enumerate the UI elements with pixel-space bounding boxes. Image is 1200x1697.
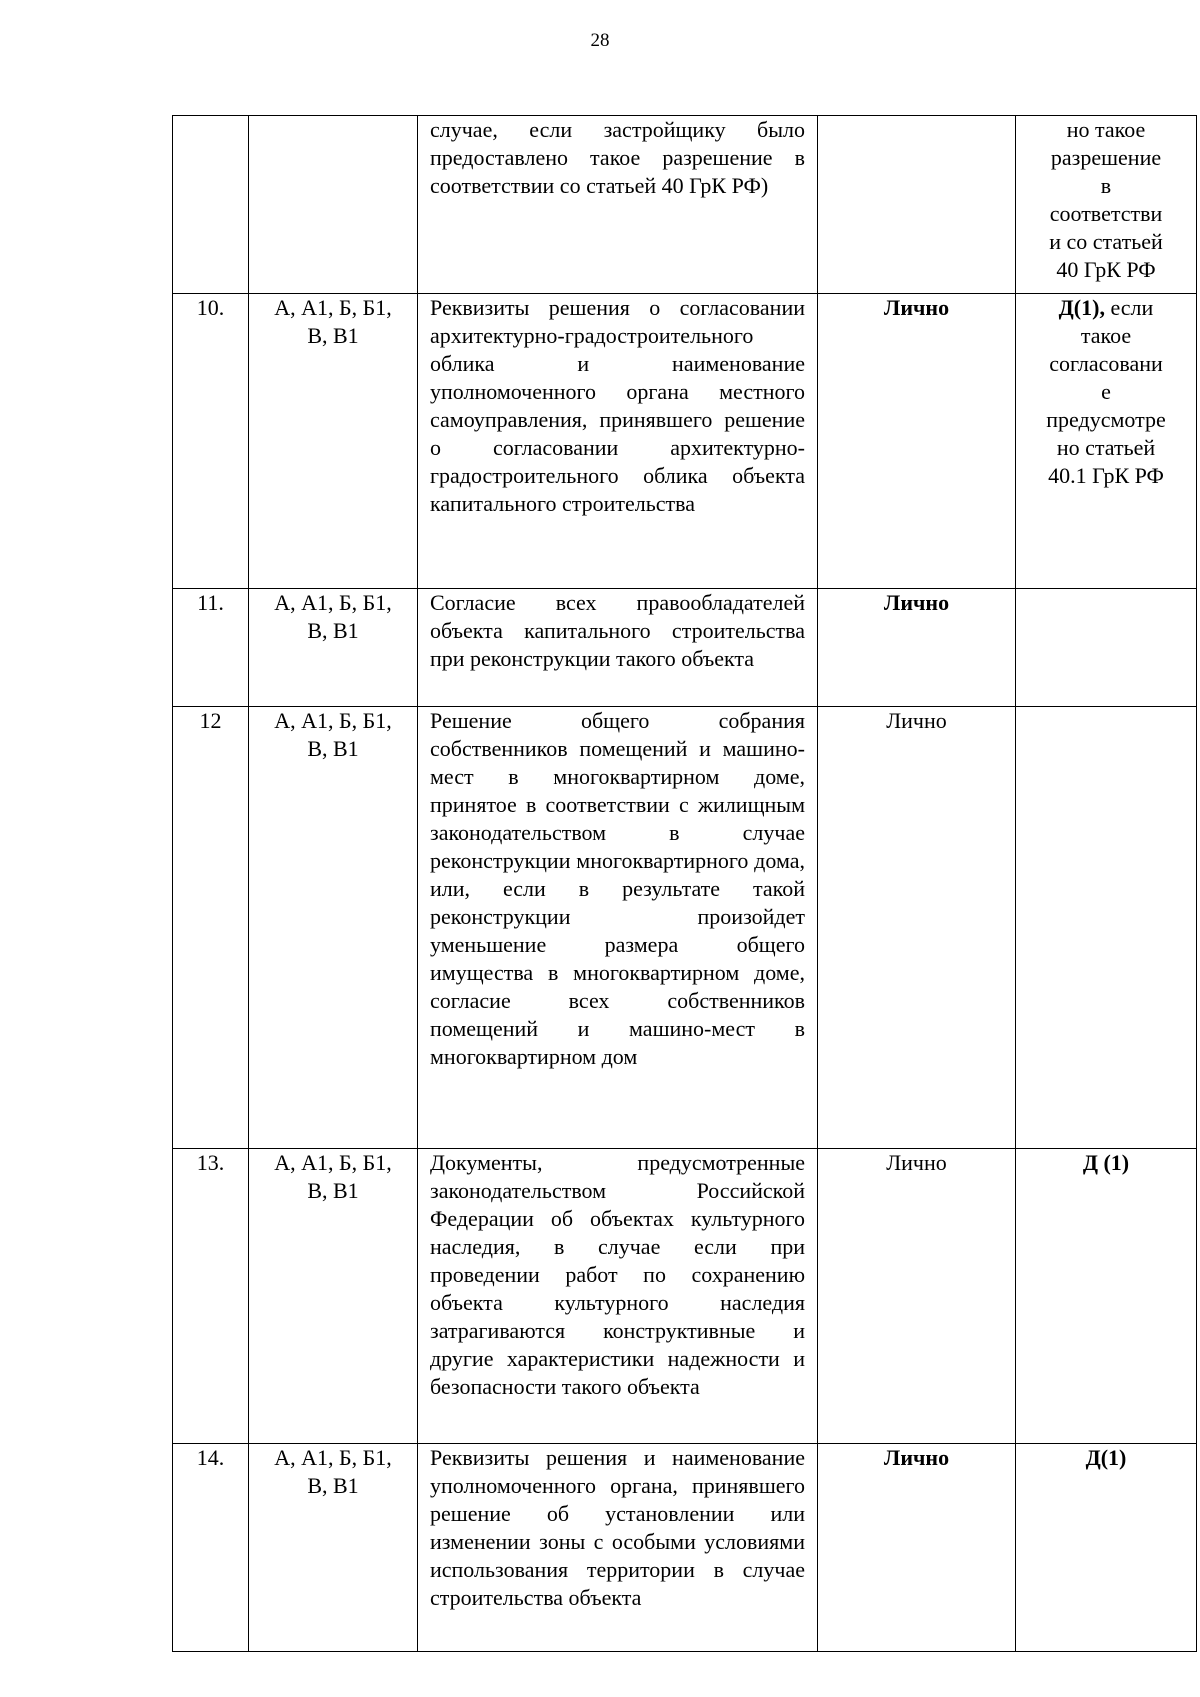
table-row (173, 589, 1197, 707)
documents-table (172, 115, 1197, 1652)
submission-method-cell: Лично (818, 294, 1016, 589)
note-cell: Д(1) (1016, 1444, 1197, 1652)
description-cell: Реквизиты решения о согласовании архитектурно-градостроительного облика и наименование уполномоченного органа местного самоуправления, принявшего решение о согласовании архитектурно-градостроительного облика объекта капитального строительства (418, 294, 818, 589)
description-cell: Согласие всех правообладателей объекта капитального строительства при реконструкции такого объекта (418, 589, 818, 707)
categories-cell: А, А1, Б, Б1, В, В1 (249, 1444, 418, 1652)
note-cell: Д (1) (1016, 1149, 1197, 1444)
description-cell: Документы, предусмотренные законодательством Российской Федерации об объектах культурного наследия, в случае если при проведении работ по сохранению объекта культурного наследия затрагиваются конструктивные и другие характеристики надежности и безопасности такого объекта (418, 1149, 818, 1444)
table-row (173, 1444, 1197, 1652)
categories-cell: А, А1, Б, Б1, В, В1 (249, 1149, 418, 1444)
row-number-cell: 10. (173, 294, 249, 589)
row-number-cell: 14. (173, 1444, 249, 1652)
submission-method-cell: Лично (818, 1444, 1016, 1652)
table-row (173, 116, 1197, 294)
table-row (173, 294, 1197, 589)
submission-method-cell: Лично (818, 707, 1016, 1149)
note-cell (1016, 589, 1197, 707)
note-cell: но такое разрешение в соответстви и со статьей 40 ГрК РФ (1016, 116, 1197, 294)
row-number-cell (173, 116, 249, 294)
description-cell: Решение общего собрания собственников помещений и машино-мест в многоквартирном доме, принятое в соответствии с жилищным законодательством в случае реконструкции многоквартирного дома, или, если в результате такой реконструкции произойдет уменьшение размера общего имущества в многоквартирном доме, согласие всех собственников помещений и машино-мест в многоквартирном дом (418, 707, 818, 1149)
categories-cell (249, 116, 418, 294)
note-cell (1016, 707, 1197, 1149)
row-number-cell: 11. (173, 589, 249, 707)
description-cell: Реквизиты решения и наименование уполномоченного органа, принявшего решение об установлении или изменении зоны с особыми условиями использования территории в случае строительства объекта (418, 1444, 818, 1652)
row-number-cell: 12 (173, 707, 249, 1149)
categories-cell: А, А1, Б, Б1, В, В1 (249, 707, 418, 1149)
page-number: 28 (590, 30, 610, 51)
categories-cell: А, А1, Б, Б1, В, В1 (249, 294, 418, 589)
submission-method-cell: Лично (818, 589, 1016, 707)
note-bold-part: Д(1), (1058, 295, 1105, 320)
submission-method-cell: Лично (818, 1149, 1016, 1444)
submission-method-cell (818, 116, 1016, 294)
row-number-cell: 13. (173, 1149, 249, 1444)
categories-cell: А, А1, Б, Б1, В, В1 (249, 589, 418, 707)
description-cell: случае, если застройщику было предоставлено такое разрешение в соответствии со статьей 40 ГрК РФ) (418, 116, 818, 294)
table-row (173, 1149, 1197, 1444)
note-cell: Д(1), если такое согласовани е предусмотре но статьей 40.1 ГрК РФ (1016, 294, 1197, 589)
table-row (173, 707, 1197, 1149)
